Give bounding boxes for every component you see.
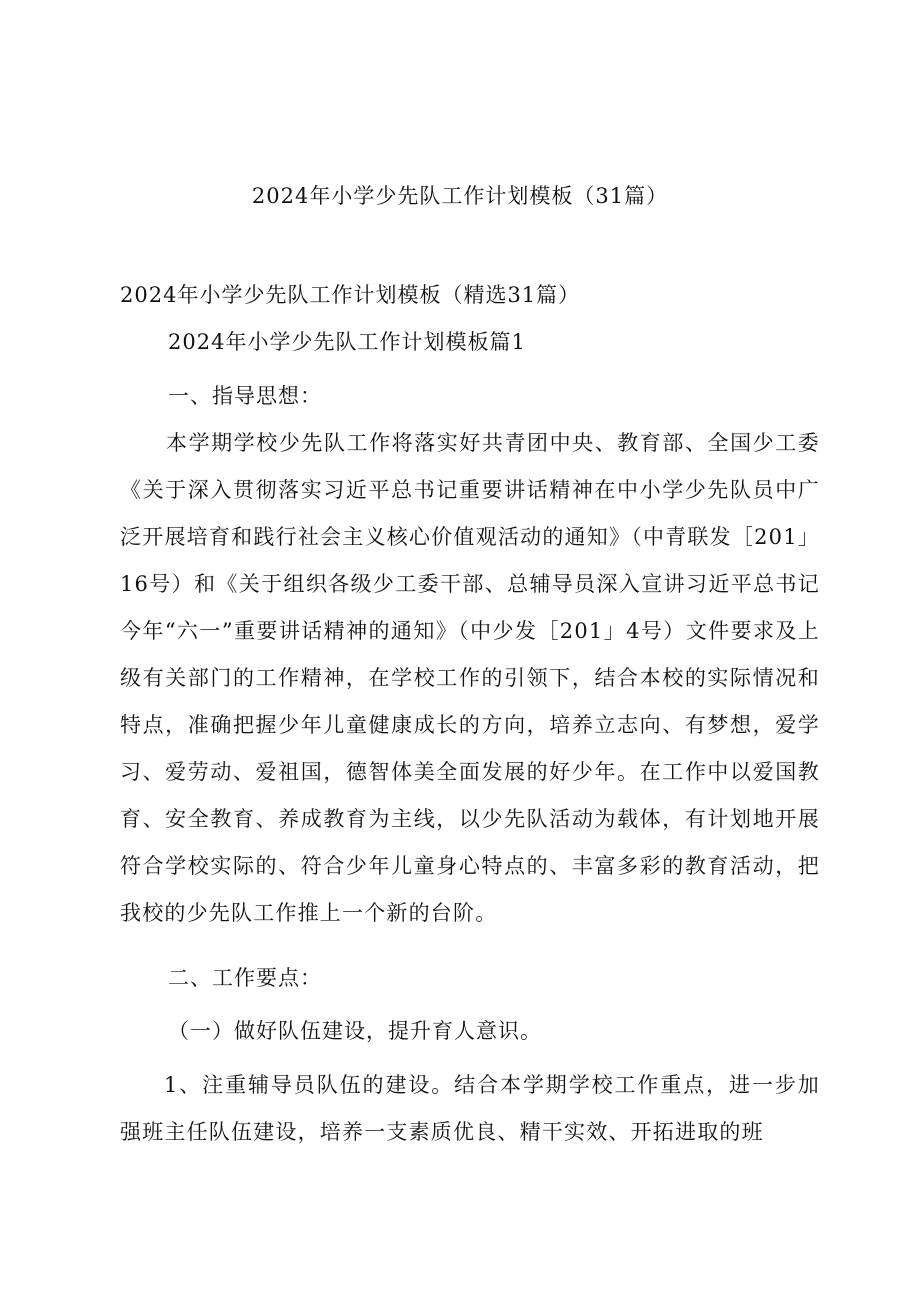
heading-guiding-ideology: 一、指导思想：: [168, 384, 322, 408]
document-title: 2024年小学少先队工作计划模板（31篇）: [251, 184, 669, 208]
paragraph-guiding-ideology: 本学期学校少先队工作将落实好共青团中央、教育部、全国少工委《关于深入贯彻落实习近平总书记重要讲话精神在中小学少先队员中广泛开展培育和践行社会主义核心价值观活动的通知》（中青联发［201」16号）和《关于组织各级少工委干部、总辅导员深入宣讲习近平总书记今年“六一”重要讲话精神的通知》（中少发［201」4号）文件要求及上级有关部门的工作精神，在学校工作的引领下，结合本校的实际情况和特点，准确把握少年儿童健康成长的方向，培养立志向、有梦想，爱学习、爱劳动、爱祖国，德智体美全面发展的好少年。在工作中以爱国教育、安全教育、养成教育为主线，以少先队活动为载体，有计划地开展符合学校实际的、符合少年儿童身心特点的、丰富多彩的教育活动，把我校的少先队工作推上一个新的台阶。: [120, 431, 820, 925]
heading-work-points: 二、工作要点：: [168, 966, 322, 990]
heading-team-building: （一）做好队伍建设，提升育人意识。: [168, 1019, 542, 1043]
section-heading: 2024年小学少先队工作计划模板篇1: [168, 330, 526, 354]
document-subtitle: 2024年小学少先队工作计划模板（精选31篇）: [120, 283, 581, 307]
paragraph-counselor-team: 1、注重辅导员队伍的建设。结合本学期学校工作重点，进一步加强班主任队伍建设，培养一支素质优良、精干实效、开拓进取的班: [120, 1073, 820, 1144]
